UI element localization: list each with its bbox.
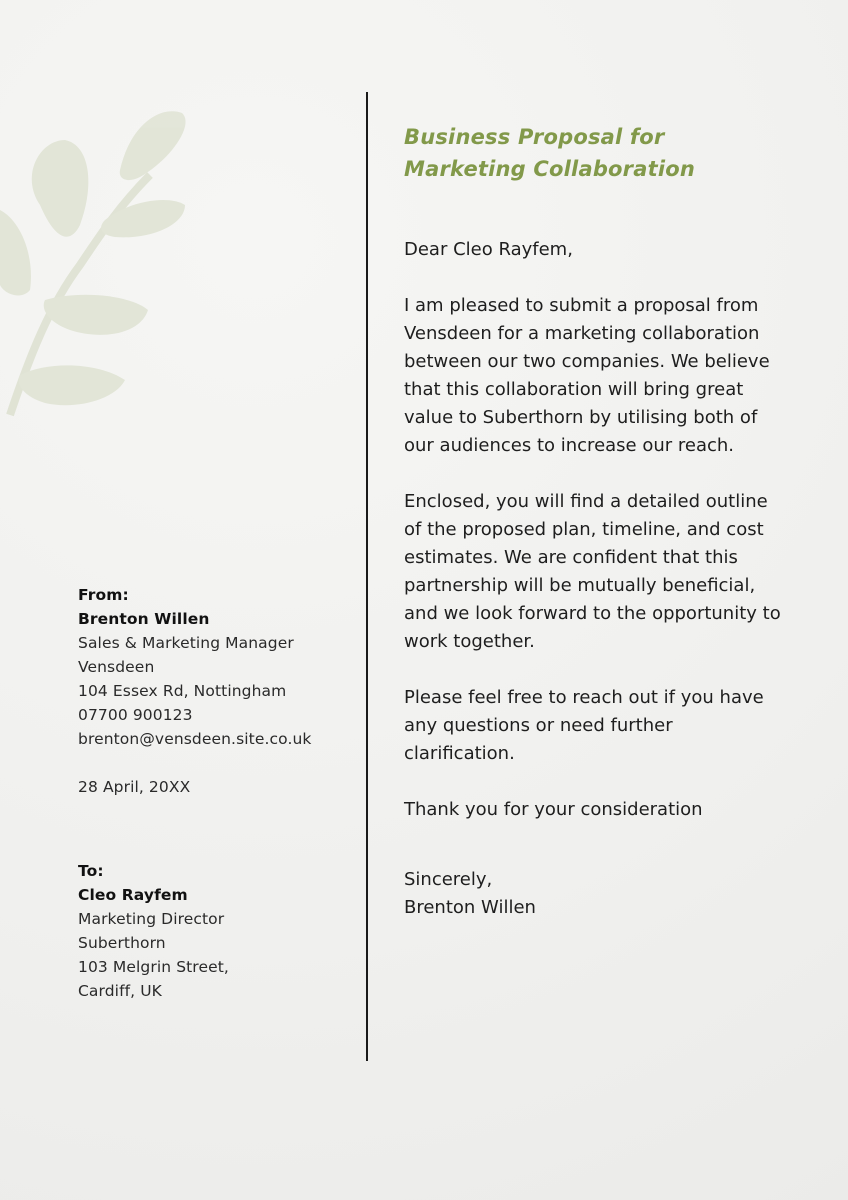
recipient-address-line-1: 103 Melgrin Street, (78, 958, 229, 976)
sender-block (78, 583, 348, 799)
recipient-address-line-2: Cardiff, UK (78, 982, 162, 1000)
title-line-2: Marketing Collaboration (404, 157, 696, 181)
address-sidebar (78, 583, 348, 1003)
recipient-role: Marketing Director (78, 910, 225, 928)
to-label: To: (78, 862, 104, 880)
thank-you-line: Thank you for your consideration (404, 799, 703, 820)
closing: Sincerely, (404, 869, 493, 890)
sender-email: brenton@vensdeen.site.co.uk (78, 730, 312, 748)
signature-name: Brenton Willen (404, 897, 536, 918)
recipient-block (78, 859, 348, 1003)
from-label: From: (78, 586, 129, 604)
recipient-company: Suberthorn (78, 934, 166, 952)
paragraph: I am pleased to submit a proposal from Vensdeen for a marketing collaboration between our two companies. We believe that this collaboration will bring great value to Suberthorn by utilising both of our audiences to increase our reach. (404, 295, 770, 456)
greeting: Dear Cleo Rayfem, (404, 239, 573, 260)
title-line-1: Business Proposal for (404, 125, 665, 149)
sender-role: Sales & Marketing Manager (78, 634, 294, 652)
paragraph: Enclosed, you will find a detailed outline of the proposed plan, timeline, and cost estimates. We are confident that this partnership will be mutually beneficial, and we look forward to the opportunity to work together. (404, 491, 781, 652)
recipient-name: Cleo Rayfem (78, 886, 188, 904)
leaf-decoration-icon (0, 95, 200, 425)
letter-date: 28 April, 20XX (78, 778, 191, 796)
paragraph: Please feel free to reach out if you have any questions or need further clarification. (404, 687, 764, 764)
sender-address: 104 Essex Rd, Nottingham (78, 682, 287, 700)
document-title (404, 121, 804, 185)
sender-phone: 07700 900123 (78, 706, 193, 724)
sender-name: Brenton Willen (78, 610, 210, 628)
sender-company: Vensdeen (78, 658, 155, 676)
letter-body (404, 236, 784, 922)
vertical-divider (366, 92, 368, 1061)
